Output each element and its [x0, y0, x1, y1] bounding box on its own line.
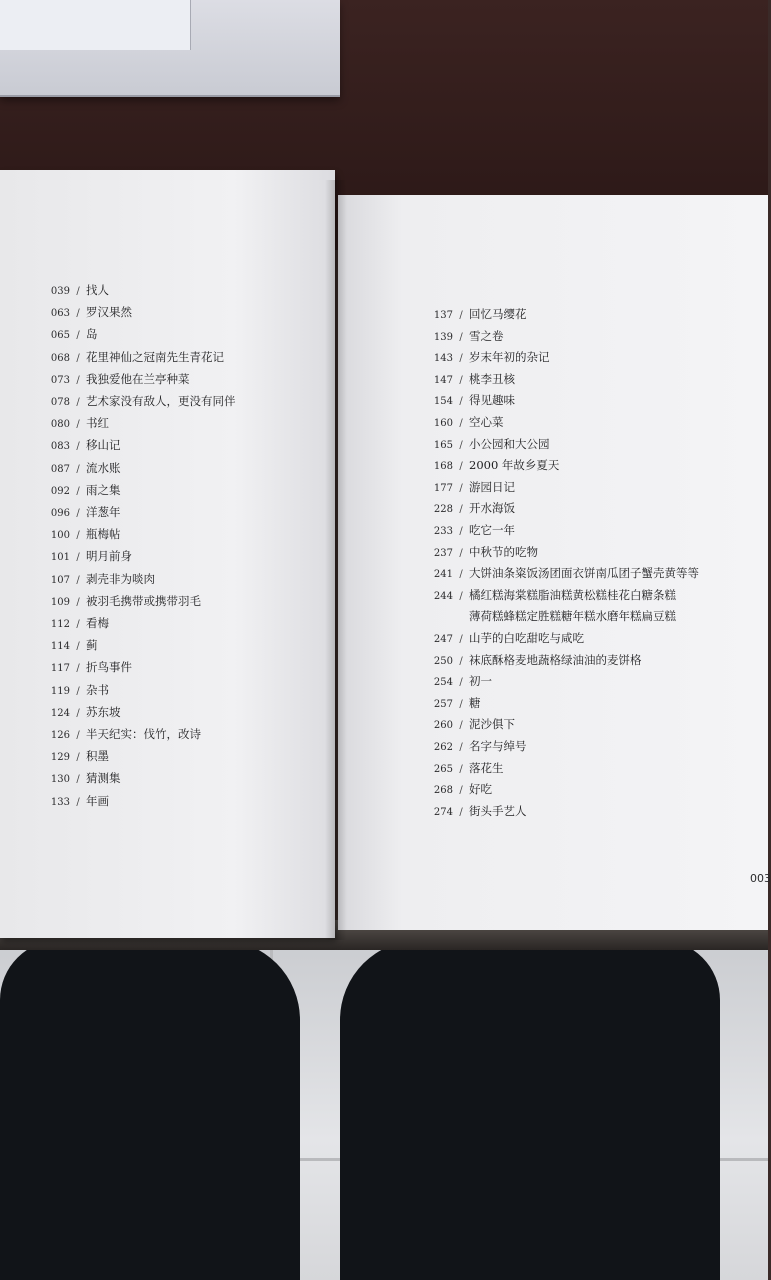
toc-entry	[40, 660, 132, 676]
toc-page-number: 107	[50, 574, 70, 586]
toc-separator: /	[459, 785, 463, 797]
toc-separator: /	[459, 310, 463, 321]
toc-entry	[40, 483, 121, 499]
toc-separator: /	[76, 308, 80, 320]
toc-separator: /	[76, 530, 80, 542]
toc-separator: /	[76, 707, 80, 719]
toc-entry	[423, 782, 492, 798]
right-leg	[340, 940, 720, 1280]
toc-separator: /	[459, 396, 463, 408]
toc-page-number: 160	[433, 418, 453, 429]
toc-entry	[423, 372, 515, 388]
toc-entry	[423, 717, 515, 733]
toc-page-number: 143	[433, 353, 453, 365]
toc-page-number: 154	[433, 396, 453, 408]
toc-separator: /	[459, 439, 463, 451]
toc-separator: /	[459, 742, 463, 753]
toc-title: 空心菜	[469, 415, 504, 429]
toc-separator: /	[76, 796, 80, 808]
toc-title: 薄荷糕蜂糕定胜糕糖年糕水磨年糕扁豆糕	[469, 609, 676, 624]
toc-page-number: 254	[433, 677, 453, 689]
page-number: 003	[750, 872, 771, 885]
toc-title: 吃它一年	[469, 523, 515, 537]
toc-page-number: 133	[50, 796, 70, 808]
toc-entry	[423, 437, 550, 453]
toc-page-number: 262	[433, 742, 453, 753]
toc-separator: /	[459, 655, 463, 667]
toc-title: 蓟	[86, 638, 98, 653]
toc-entry	[423, 501, 515, 517]
toc-page-number: 165	[433, 439, 453, 451]
toc-entry	[423, 329, 504, 345]
toc-title: 落花生	[469, 760, 504, 775]
toc-page-number: 096	[50, 508, 70, 519]
toc-separator: /	[459, 526, 463, 537]
toc-entry	[423, 739, 527, 755]
toc-separator: /	[459, 374, 463, 386]
toc-page-number: 117	[50, 663, 70, 675]
toc-page-number: 080	[50, 419, 70, 431]
toc-entry	[423, 393, 515, 409]
toc-page-number: 129	[50, 752, 70, 764]
toc-page-number: 257	[433, 698, 453, 710]
toc-separator: /	[459, 331, 463, 343]
toc-entry	[423, 696, 481, 712]
toc-title: 积墨	[86, 749, 109, 764]
toc-title: 瓶梅帖	[86, 527, 121, 542]
paper-sheet	[0, 0, 191, 50]
toc-page-number: 068	[50, 352, 70, 364]
toc-title: 花里神仙之冠南先生青花记	[86, 349, 224, 364]
toc-title: 名字与绰号	[469, 739, 527, 753]
toc-page-number: 112	[50, 619, 70, 630]
toc-separator: /	[76, 730, 80, 741]
toc-entry	[423, 415, 504, 431]
toc-entry	[423, 545, 538, 561]
toc-page-number: 065	[50, 330, 70, 342]
toc-separator: /	[76, 663, 80, 675]
toc-entry	[423, 761, 504, 777]
toc-title: 2000 年故乡夏天	[469, 458, 560, 473]
left-leg	[0, 940, 300, 1280]
toc-title: 橘红糕海棠糕脂油糕黄松糕桂花白糖条糕	[469, 587, 676, 602]
toc-title: 袜底酥格麦地蔬格绿油油的麦饼格	[469, 652, 642, 667]
toc-page-number: 101	[50, 552, 70, 564]
toc-page-number: 233	[433, 526, 453, 537]
toc-title: 岁末年初的杂记	[469, 350, 550, 365]
toc-entry	[423, 609, 676, 623]
toc-page-number: 177	[433, 482, 453, 494]
toc-title: 年画	[86, 793, 109, 808]
toc-separator: /	[459, 482, 463, 494]
toc-separator: /	[76, 330, 80, 342]
toc-entry	[40, 616, 109, 632]
toc-entry	[423, 631, 584, 647]
toc-page-number: 137	[433, 310, 453, 321]
toc-page-number: 139	[433, 331, 453, 343]
toc-entry	[40, 350, 224, 366]
toc-separator: /	[76, 485, 80, 497]
toc-page-number: 250	[433, 655, 453, 667]
toc-entry	[40, 749, 109, 765]
toc-entry	[40, 505, 121, 521]
toc-entry	[423, 588, 676, 604]
toc-title: 明月前身	[86, 549, 132, 564]
toc-entry	[40, 594, 201, 610]
toc-title: 猜测集	[86, 771, 121, 786]
toc-separator: /	[459, 353, 463, 365]
toc-entry	[40, 638, 98, 654]
toc-title: 糖	[469, 695, 481, 710]
toc-separator: /	[459, 504, 463, 516]
toc-page-number: 087	[50, 463, 70, 475]
toc-title: 街头手艺人	[469, 803, 527, 818]
toc-separator: /	[76, 752, 80, 764]
toc-entry	[40, 549, 132, 565]
toc-title: 桃李丑核	[469, 371, 515, 386]
toc-separator: /	[76, 641, 80, 653]
toc-entry	[40, 305, 132, 321]
toc-title: 流水账	[86, 460, 121, 475]
toc-title: 被羽毛携带或携带羽毛	[86, 593, 201, 608]
toc-entry	[40, 705, 121, 721]
toc-title: 雨之集	[86, 482, 121, 497]
toc-title: 找人	[86, 283, 109, 297]
toc-entry	[40, 394, 236, 410]
toc-page-number: 126	[50, 730, 70, 741]
toc-title: 回忆马缨花	[469, 307, 527, 321]
toc-page-number: 241	[433, 569, 453, 581]
toc-title: 中秋节的吃物	[469, 544, 538, 559]
toc-separator: /	[76, 463, 80, 475]
toc-page-number: 168	[433, 461, 453, 473]
toc-page-number: 228	[433, 504, 453, 516]
toc-entry	[40, 327, 98, 343]
toc-page-number: 265	[433, 763, 453, 775]
toc-page-number: 078	[50, 397, 70, 408]
toc-separator: /	[76, 774, 80, 786]
toc-page-number: 274	[433, 806, 453, 818]
toc-entry	[423, 566, 699, 582]
toc-separator: /	[76, 286, 80, 297]
toc-entry	[423, 674, 492, 690]
toc-separator: /	[459, 590, 463, 602]
paper-stack	[0, 0, 340, 97]
toc-title: 游园日记	[469, 479, 515, 494]
toc-page-number: 092	[50, 485, 70, 497]
toc-separator: /	[459, 806, 463, 818]
toc-page-number: 100	[50, 530, 70, 542]
toc-separator: /	[76, 596, 80, 608]
toc-title: 大饼油条粢饭汤团面衣饼南瓜团子蟹壳黄等等	[469, 566, 699, 581]
toc-title: 得见趣味	[469, 393, 515, 408]
toc-entry	[423, 804, 527, 820]
toc-title: 山芋的白吃甜吃与咸吃	[469, 631, 584, 645]
toc-page-number: 244	[433, 590, 453, 602]
toc-title: 移山记	[86, 438, 121, 453]
toc-entry	[40, 416, 109, 432]
toc-title: 洋葱年	[86, 505, 121, 519]
toc-separator: /	[459, 547, 463, 559]
toc-entry	[40, 572, 155, 588]
toc-separator: /	[76, 419, 80, 431]
toc-separator: /	[76, 574, 80, 586]
toc-entry	[40, 527, 121, 543]
book-gutter	[325, 180, 347, 940]
toc-title: 看梅	[86, 616, 109, 630]
toc-page-number: 124	[50, 707, 70, 719]
toc-entry	[423, 653, 642, 669]
toc-separator: /	[459, 763, 463, 775]
toc-separator: /	[76, 441, 80, 453]
toc-page-number: 247	[433, 634, 453, 645]
toc-page-number: 268	[433, 785, 453, 797]
toc-separator: /	[76, 352, 80, 364]
toc-entry	[423, 350, 550, 366]
toc-title: 杂书	[86, 682, 109, 697]
toc-title: 开水海饭	[469, 501, 515, 516]
toc-page-number: 039	[50, 286, 70, 297]
toc-separator: /	[459, 634, 463, 645]
toc-title: 艺术家没有敌人，更没有同伴	[86, 394, 236, 408]
toc-separator: /	[76, 508, 80, 519]
toc-title: 初一	[469, 674, 492, 689]
toc-entry	[423, 458, 559, 474]
toc-entry	[423, 523, 515, 539]
toc-separator: /	[459, 418, 463, 429]
toc-entry	[40, 794, 109, 810]
toc-separator: /	[459, 569, 463, 581]
toc-entry	[40, 372, 190, 388]
toc-title: 好吃	[469, 782, 492, 797]
toc-separator: /	[76, 685, 80, 697]
toc-title: 泥沙俱下	[469, 717, 515, 732]
toc-entry	[423, 307, 527, 323]
toc-title: 书红	[86, 416, 109, 431]
toc-entry	[40, 727, 201, 743]
toc-page-number: 083	[50, 441, 70, 453]
toc-separator: /	[76, 397, 80, 408]
toc-entry	[40, 683, 109, 699]
toc-title: 小公园和大公园	[469, 436, 550, 451]
toc-entry	[40, 283, 109, 299]
toc-separator: /	[459, 720, 463, 732]
toc-title: 罗汉果然	[86, 305, 132, 320]
toc-separator: /	[459, 461, 463, 473]
toc-separator: /	[76, 619, 80, 630]
toc-entry	[423, 480, 515, 496]
toc-page-number: 109	[50, 596, 70, 608]
toc-page-number: 237	[433, 547, 453, 559]
toc-page-number: 114	[50, 641, 70, 653]
toc-entry	[40, 461, 121, 477]
toc-entry	[40, 438, 121, 454]
toc-page-number: 130	[50, 774, 70, 786]
toc-page-number: 063	[50, 308, 70, 320]
toc-title: 岛	[86, 327, 98, 342]
toc-separator: /	[459, 698, 463, 710]
toc-title: 剥壳非为啖肉	[86, 571, 155, 586]
toc-page-number: 147	[433, 374, 453, 386]
toc-separator: /	[76, 552, 80, 564]
toc-page-number: 073	[50, 374, 70, 386]
toc-page-number: 119	[50, 685, 70, 697]
toc-title: 雪之卷	[469, 328, 504, 343]
toc-title: 我独爱他在兰亭种菜	[86, 371, 190, 386]
toc-title: 半天纪实：伐竹，改诗	[86, 727, 201, 741]
right-page	[338, 195, 768, 930]
toc-title: 折鸟事件	[86, 660, 132, 675]
toc-title: 苏东坡	[86, 704, 121, 719]
toc-entry	[40, 771, 121, 787]
toc-separator: /	[459, 677, 463, 689]
toc-separator: /	[76, 374, 80, 386]
toc-page-number: 260	[433, 720, 453, 732]
